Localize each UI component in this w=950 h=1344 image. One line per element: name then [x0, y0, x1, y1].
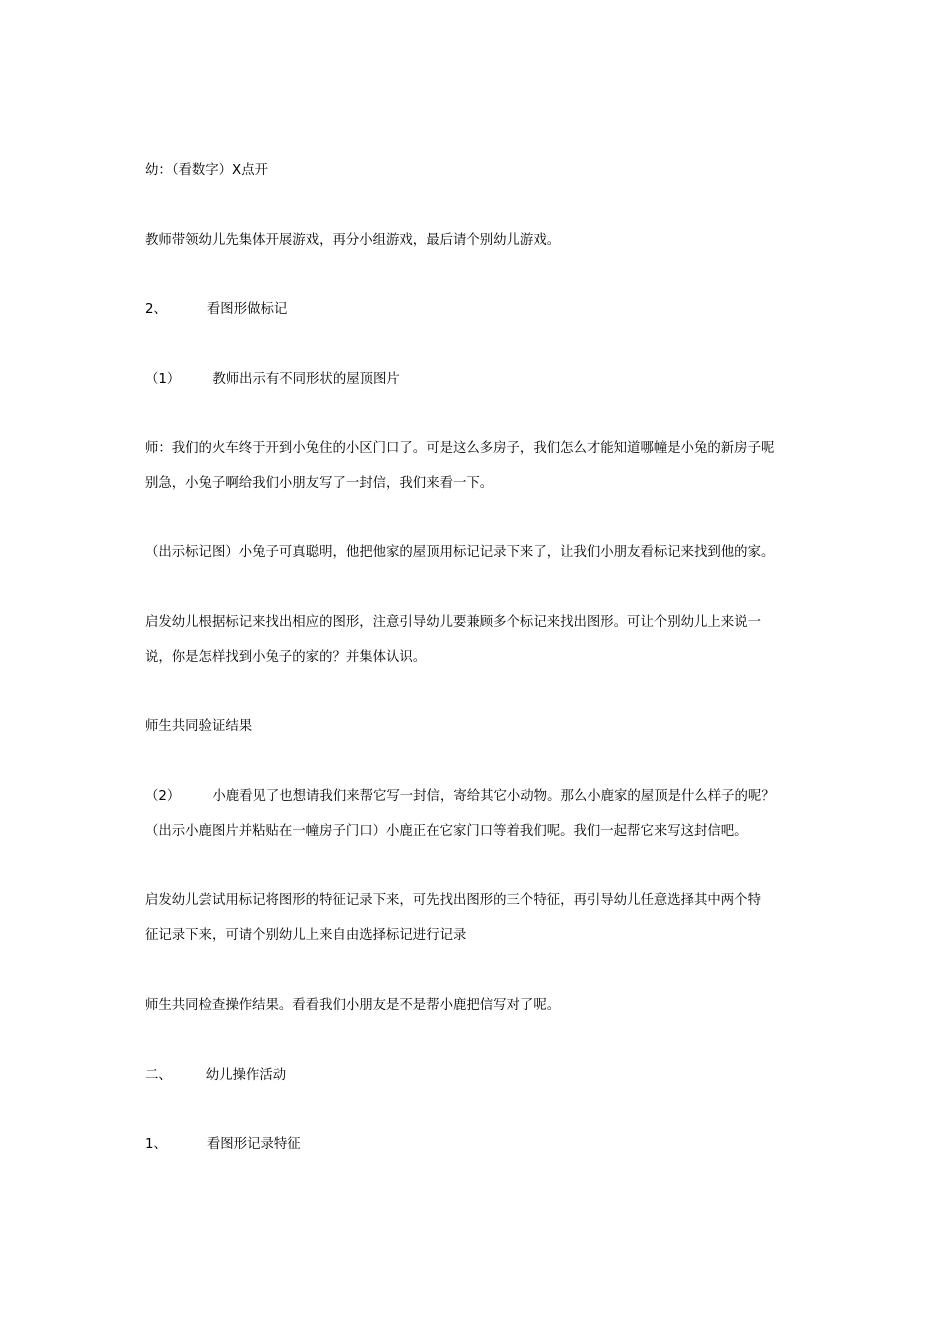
heading-text: 看图形做标记 — [206, 302, 288, 317]
heading-number: 2、 — [145, 302, 167, 317]
paragraph-verify-results: 师生共同验证结果 — [145, 719, 253, 734]
paragraph-teacher-train-line2: 别急，小兔子啊给我们小朋友写了一封信，我们来看一下。 — [145, 476, 494, 491]
paragraph-check-results: 师生共同检查操作结果。看看我们小朋友是不是帮小鹿把信写对了呢。 — [145, 998, 561, 1013]
section-text: 幼儿操作活动 — [205, 1068, 287, 1083]
paragraph-teacher-train-line1: 师：我们的火车终于开到小兔住的小区门口了。可是这么多房子，我们怎么才能知道哪幢是小兔的新房子呢 — [145, 441, 775, 456]
paragraph-child-response: 幼：（看数字）X点开 — [145, 163, 268, 178]
subheading-text: 小鹿看见了也想请我们来帮它写一封信，寄给其它小动物。那么小鹿家的屋顶是什么样子的呢？ — [212, 789, 775, 804]
heading-number: 1、 — [145, 1137, 167, 1152]
section-heading-child-activity — [145, 1066, 286, 1086]
heading-text: 看图形记录特征 — [206, 1137, 301, 1152]
paragraph-guide-children-line2: 说，你是怎样找到小兔子的家的？并集体认识。 — [145, 650, 427, 665]
subheading-text: 教师出示有不同形状的屋顶图片 — [212, 372, 400, 387]
subheading-deer-letter — [145, 787, 775, 807]
paragraph-show-deer-picture: （出示小鹿图片并粘贴在一幢房子门口）小鹿正在它家门口等着我们呢。我们一起帮它来写这封信吧。 — [145, 824, 748, 839]
subheading-number: （2） — [145, 789, 181, 804]
subheading-number: （1） — [145, 372, 181, 387]
section-number: 二、 — [145, 1068, 172, 1083]
paragraph-show-mark-chart: （出示标记图）小兔子可真聪明，他把他家的屋顶用标记记录下来了，让我们小朋友看标记来找到他的家。 — [145, 545, 775, 560]
paragraph-guide-children-line1: 启发幼儿根据标记来找出相应的图形，注意引导幼儿要兼顾多个标记来找出图形。可让个别幼儿上来说一 — [145, 615, 761, 630]
subheading-roof-pictures — [145, 370, 400, 390]
paragraph-record-features-line2: 征记录下来，可请个别幼儿上来自由选择标记进行记录 — [145, 928, 467, 943]
paragraph-teacher-leads-game: 教师带领幼儿先集体开展游戏，再分小组游戏，最后请个别幼儿游戏。 — [145, 233, 561, 248]
heading-look-shapes-make-marks — [145, 300, 287, 320]
paragraph-record-features-line1: 启发幼儿尝试用标记将图形的特征记录下来，可先找出图形的三个特征，再引导幼儿任意选择其中两个特 — [145, 893, 761, 908]
heading-record-shape-features — [145, 1135, 301, 1155]
